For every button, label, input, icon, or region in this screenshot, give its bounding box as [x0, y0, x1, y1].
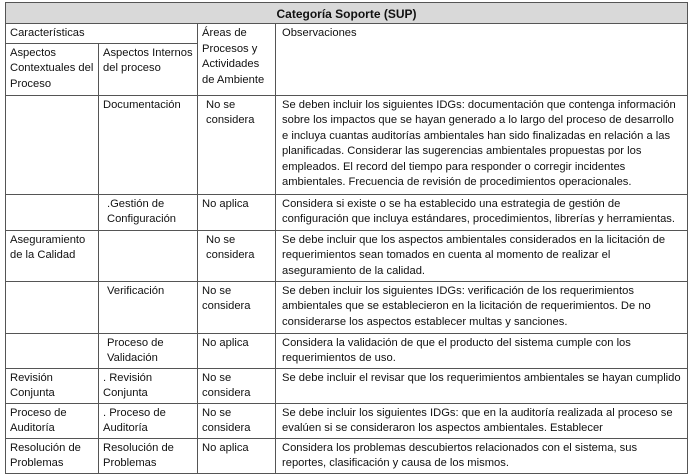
header-areas: Áreas de Procesos y Actividades de Ambiente [198, 24, 276, 96]
cell-internal: Documentación [99, 95, 198, 194]
cell-observation: Se debe incluir los siguientes IDGs: que en la auditoría realizada al proceso se evalúen si se consideraron los aspectos ambientales. Establecer [276, 403, 688, 438]
cell-contextual [6, 333, 99, 368]
cell-contextual: Aseguramiento de la Calidad [6, 230, 99, 281]
cell-internal: . Proceso de Auditoría [99, 403, 198, 438]
cell-contextual [6, 95, 99, 194]
table-title: Categoría Soporte (SUP) [6, 3, 688, 24]
cell-internal: Proceso de Validación [99, 333, 198, 368]
cell-area: No se considera [198, 95, 276, 194]
cell-internal: . Revisión Conjunta [99, 368, 198, 403]
cell-area: No se considera [198, 403, 276, 438]
cell-observation: Se debe incluir que los aspectos ambientales considerados en la licitación de requerimientos sean tomados en cuenta al momento de realizar el aseguramiento de la calidad. [276, 230, 688, 281]
cell-observation: Se deben incluir los siguientes IDGs: documentación que contenga información sobre los impactos que se hayan generado a lo largo del proceso de desarrollo e incluya cuantas auditorías ambientales han sido finalizadas en relación a las planificadas. Considerar las sugerencias ambientales propuestas por los empleados. El record del tiempo para responder o corregir incidentes ambientales. Frecuencia de revisión de procedimientos operacionales. [276, 95, 688, 194]
table-row [6, 194, 688, 230]
cell-contextual [6, 281, 99, 333]
cell-contextual [6, 194, 99, 230]
table-row [6, 333, 688, 368]
cell-contextual: Resolución de Problemas [6, 438, 99, 473]
cell-observation: Considera si existe o se ha establecido una estrategia de gestión de configuración que incluya estándares, procedimientos, librerías y herramientas. [276, 194, 688, 230]
cell-internal [99, 230, 198, 281]
header-aspectos-internos: Aspectos Internos del proceso [99, 43, 198, 95]
header-aspectos-contextuales: Aspectos Contextuales del Proceso [6, 43, 99, 95]
cell-internal: .Gestión de Configuración [99, 194, 198, 230]
table-row [6, 368, 688, 403]
cell-observation: Se debe incluir el revisar que los requerimientos ambientales se hayan cumplido [276, 368, 688, 403]
cell-observation: Considera la validación de que el producto del sistema cumple con los requerimientos de uso. [276, 333, 688, 368]
cell-contextual: Proceso de Auditoría [6, 403, 99, 438]
cell-internal: Resolución de Problemas [99, 438, 198, 473]
header-caracteristicas: Características [6, 24, 198, 44]
cell-area: No se considera [198, 368, 276, 403]
cell-area: No aplica [198, 194, 276, 230]
cell-area: No aplica [198, 333, 276, 368]
table-row [6, 438, 688, 473]
table-row [6, 281, 688, 333]
table-row [6, 230, 688, 281]
cell-area: No se considera [198, 230, 276, 281]
table-row [6, 403, 688, 438]
header-observaciones: Observaciones [276, 24, 688, 96]
cell-contextual: Revisión Conjunta [6, 368, 99, 403]
cell-observation: Considera los problemas descubiertos relacionados con el sistema, sus reportes, clasificación y causa de los mismos. [276, 438, 688, 473]
support-category-table [5, 2, 688, 474]
cell-area: No se considera [198, 281, 276, 333]
cell-observation: Se deben incluir los siguientes IDGs: verificación de los requerimientos ambientales que se establecieron en la licitación de requerimientos. De no considerarse los aspectos establecer multas y sanciones. [276, 281, 688, 333]
table-row [6, 95, 688, 194]
cell-internal: Verificación [99, 281, 198, 333]
cell-area: No aplica [198, 438, 276, 473]
